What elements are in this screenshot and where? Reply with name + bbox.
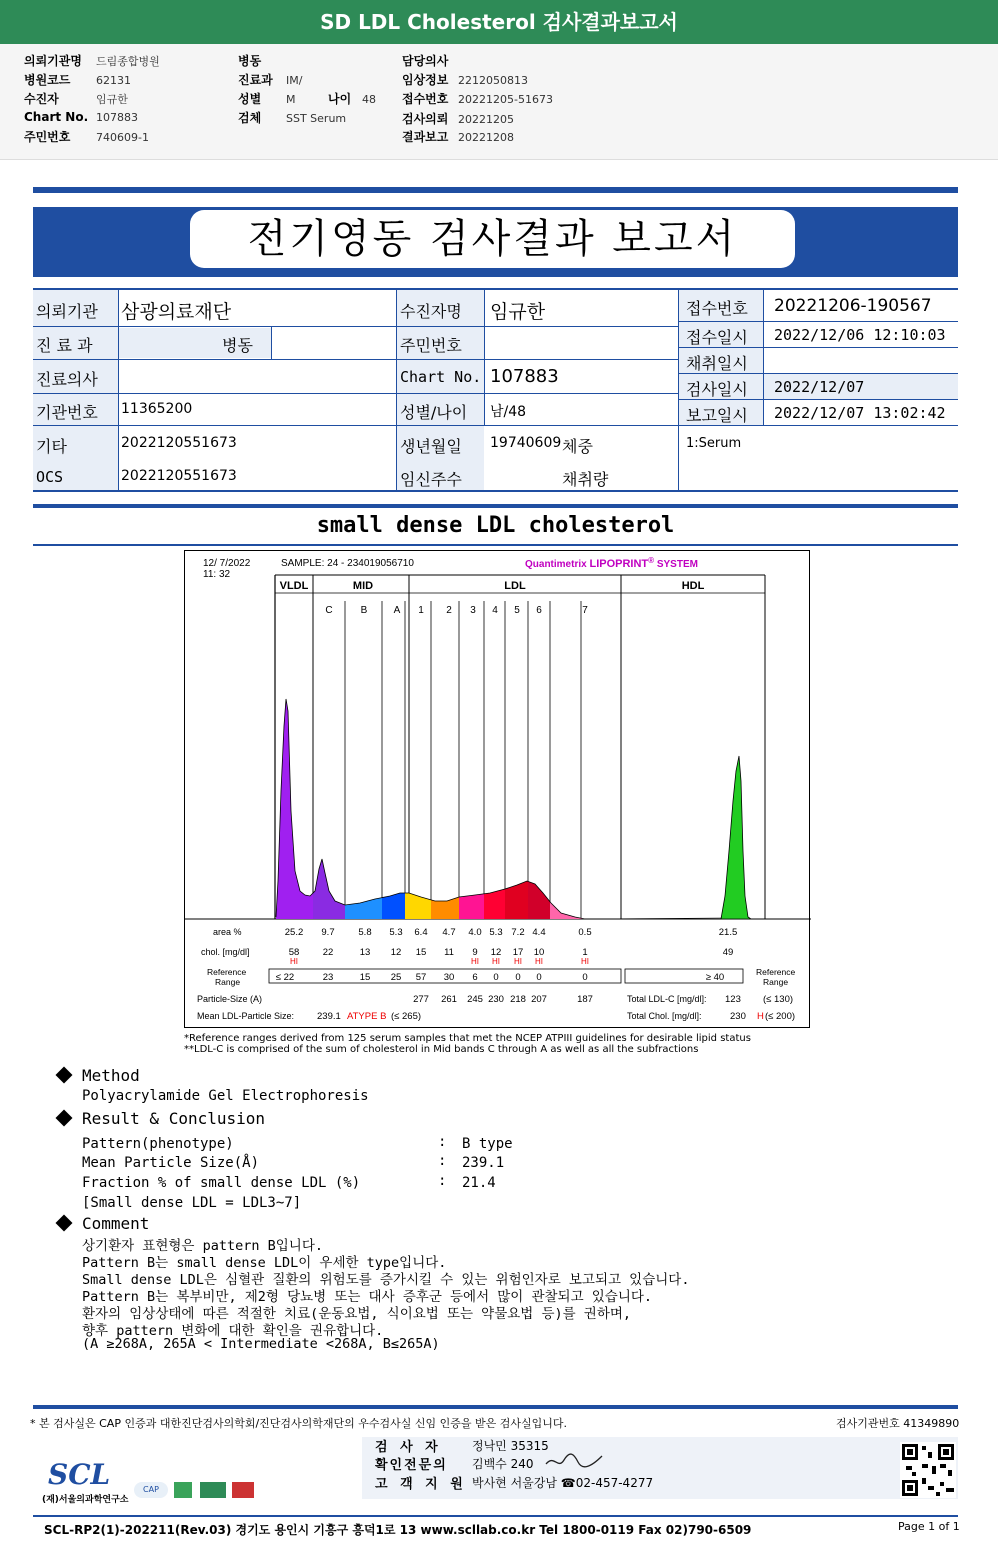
value-receipt-time: 2022/12/06 12:10:03 — [774, 326, 946, 344]
method-heading: Method — [58, 1066, 140, 1085]
row-label-particle: Particle-Size (A) — [197, 994, 263, 1004]
band-label-c: C — [325, 605, 333, 616]
curve-segment-1 — [313, 859, 345, 919]
label-pregnancy: 임신주수 — [400, 470, 462, 489]
area-value: 7.2 — [511, 927, 525, 938]
chol-value: 49 — [722, 947, 734, 958]
area-value: 4.7 — [442, 927, 456, 938]
lipoprint-chart — [184, 550, 810, 1028]
tester-value: 정낙민 35315 — [472, 1439, 549, 1453]
info-clinical: 임상정보 2212050813 — [402, 73, 528, 87]
total-chol-label: Total Chol. [mg/dl]: — [627, 1011, 702, 1021]
result-colon: : — [438, 1153, 447, 1169]
label-collect-time: 채취일시 — [686, 354, 748, 373]
band-label-2: 2 — [446, 605, 452, 616]
label-weight: 체중 — [562, 437, 593, 456]
result-value-size: 239.1 — [462, 1155, 505, 1171]
qr-code-icon — [900, 1442, 956, 1498]
ref-value: 25 — [390, 972, 402, 983]
band-label-4: 4 — [492, 605, 498, 616]
row-label-ref: Reference — [207, 967, 247, 977]
result-label-fraction: Fraction % of small dense LDL (%) — [82, 1175, 361, 1191]
mean-size-value: 239.1 — [317, 1011, 341, 1022]
ref-value: 0 — [493, 972, 499, 983]
info-patient: 수진자 임규한 — [24, 92, 128, 106]
total-chol-flag: H — [757, 1011, 764, 1022]
label-agency-no: 기관번호 — [36, 403, 98, 422]
cs-value: 박사현 서울강남 ☎02-457-4277 — [472, 1476, 654, 1490]
footer-rule — [33, 1405, 958, 1409]
ref-value: 0 — [582, 972, 588, 983]
ref-value: 57 — [415, 972, 427, 983]
accreditation-logos: CAP — [134, 1478, 264, 1504]
footer-agency-no: 검사기관번호 41349890 — [836, 1417, 960, 1430]
chol-value: 58 — [288, 947, 300, 958]
comment-line: Pattern B는 복부비만, 제2형 당뇨병 또는 대사 증후군 등에서 많이 관찰되고 있습니다. — [82, 1289, 653, 1305]
bottom-rule — [33, 1515, 958, 1517]
comment-line: Pattern B는 small dense LDL이 우세한 type입니다. — [82, 1255, 447, 1271]
row-label-area: area % — [213, 927, 242, 937]
label-resident-no: 주민번호 — [400, 336, 462, 355]
chart-sample: SAMPLE: 24 - 234019056710 — [281, 558, 414, 569]
value-institution: 삼광의료재단 — [121, 301, 232, 323]
chol-value: 15 — [415, 947, 427, 958]
label-institution: 의뢰기관 — [36, 302, 98, 321]
value-chart-no: 107883 — [490, 366, 559, 387]
label-chart-no: Chart No. — [400, 368, 482, 386]
label-report-time: 보고일시 — [686, 406, 748, 425]
area-value: 4.0 — [468, 927, 482, 938]
band-label-5: 5 — [514, 605, 520, 616]
group-label-mid: MID — [352, 580, 374, 592]
hi-flag: HI — [581, 957, 589, 966]
curve-segment-5 — [431, 897, 459, 919]
chol-value: 12 — [490, 947, 502, 958]
chol-value: 1 — [582, 947, 588, 958]
value-etc: 2022120551673 — [121, 435, 237, 451]
diamond-bullet-icon — [56, 1215, 73, 1232]
value-report-time: 2022/12/07 13:02:42 — [774, 404, 946, 422]
label-dept: 진 료 과 — [36, 336, 93, 355]
band-label-7: 7 — [582, 605, 588, 616]
area-value: 5.3 — [389, 927, 403, 938]
particle-size-value: 207 — [531, 994, 547, 1005]
info-receipt-no: 접수번호 20221205-51673 — [402, 92, 553, 106]
scl-logo-sub: (재)서울의과학연구소 — [42, 1495, 129, 1505]
hdl-peak — [721, 756, 751, 919]
comment-line: 향후 pattern 변화에 대한 확인을 권유합니다. — [82, 1323, 384, 1339]
group-label-ldl: LDL — [504, 580, 526, 592]
chart-footnote-2: **LDL-C is comprised of the sum of cholesterol in Mid bands C through A as well as all the subfractions — [184, 1044, 699, 1055]
ref-value: 6 — [472, 972, 478, 983]
result-colon: : — [438, 1173, 447, 1189]
value-birth: 19740609 — [490, 435, 562, 451]
particle-size-value: 187 — [577, 994, 593, 1005]
tester-label: 검 사 자 — [375, 1440, 442, 1455]
row-label-mean: Mean LDL-Particle Size: — [197, 1011, 295, 1021]
label-receipt-time: 접수일시 — [686, 328, 748, 347]
ref-value: 30 — [443, 972, 455, 983]
mean-range: (≤ 265) — [391, 1011, 422, 1022]
comment-line: Small dense LDL은 심혈관 질환의 위험도를 증가시킬 수 있는 위험인자로 보고되고 있습니다. — [82, 1272, 690, 1288]
label-ocs: OCS — [36, 468, 64, 486]
row-label-chol: chol. [mg/dl] — [201, 947, 250, 957]
ref-range-box-hdl — [625, 969, 743, 983]
row-label-ref-2: Range — [215, 977, 241, 987]
page-number: Page 1 of 1 — [898, 1520, 960, 1533]
chart-time: 11: 32 — [203, 569, 231, 580]
group-label-vldl: VLDL — [279, 580, 309, 592]
chol-value: 9 — [472, 947, 478, 958]
top-rule — [33, 187, 958, 193]
comment-line: 환자의 임상상태에 따른 적절한 치료(운동요법, 식이요법 또는 약물요법 등)를 권하며, — [82, 1306, 632, 1322]
confirm-value: 김백수 240 — [472, 1457, 534, 1471]
diamond-bullet-icon — [56, 1067, 73, 1084]
band-label-a: A — [393, 605, 401, 616]
info-hospital-code: 병원코드 62131 — [24, 73, 131, 87]
scl-logo: SCL — [48, 1458, 111, 1491]
label-test-time: 검사일시 — [686, 380, 748, 399]
section-rule-bottom — [33, 544, 958, 546]
result-colon: : — [438, 1134, 447, 1150]
info-resident-no: 주민번호 740609-1 — [24, 130, 149, 144]
chol-value: 10 — [533, 947, 545, 958]
ref-value: 0 — [536, 972, 542, 983]
result-label-size: Mean Particle Size(Å) — [82, 1155, 260, 1171]
label-birth: 생년월일 — [400, 437, 462, 456]
total-ldl-value: 123 — [725, 994, 741, 1005]
info-sex: 성별 M — [238, 92, 296, 106]
info-age: 나이 48 — [328, 92, 376, 106]
result-note: [Small dense LDL = LDL3~7] — [82, 1195, 302, 1211]
total-ldl-range: (≤ 130) — [763, 994, 794, 1005]
report-title: 전기영동 검사결과 보고서 — [190, 210, 795, 268]
info-chart-no: Chart No. 107883 — [24, 110, 138, 124]
curve-segment-6 — [459, 894, 484, 919]
area-value: 25.2 — [284, 927, 304, 938]
signature-icon — [544, 1450, 604, 1472]
particle-size-value: 245 — [467, 994, 483, 1005]
hi-flag: HI — [492, 957, 500, 966]
info-request-date: 검사의뢰 20221205 — [402, 112, 514, 126]
curve-segment-4 — [405, 893, 431, 919]
particle-size-value: 230 — [488, 994, 504, 1005]
ref-value: 0 — [515, 972, 521, 983]
section-rule-top — [33, 504, 958, 508]
particle-size-value: 218 — [510, 994, 526, 1005]
label-collect-amount: 채취량 — [562, 470, 609, 489]
value-patient-name: 임규한 — [490, 301, 546, 323]
ref-value: ≥ 40 — [705, 972, 725, 983]
result-value-pattern: B type — [462, 1136, 513, 1152]
label-receipt-no: 접수번호 — [686, 299, 748, 318]
label-etc: 기타 — [36, 437, 67, 456]
area-value: 0.5 — [578, 927, 592, 938]
particle-size-value: 277 — [413, 994, 429, 1005]
chol-value: 11 — [444, 947, 454, 958]
curve-segment-9 — [528, 881, 550, 919]
hi-flag: HI — [535, 957, 543, 966]
band-label-1: 1 — [418, 605, 424, 616]
ref-value: 23 — [322, 972, 334, 983]
label-doctor: 진료의사 — [36, 370, 98, 389]
value-test-time: 2022/12/07 — [774, 378, 865, 396]
top-title: SD LDL Cholesterol 검사결과보고서 — [0, 0, 998, 44]
group-label-hdl: HDL — [681, 580, 705, 592]
diamond-bullet-icon — [56, 1110, 73, 1127]
info-doctor: 담당의사 — [402, 54, 449, 68]
label-patient-name: 수진자명 — [400, 302, 462, 321]
area-value: 6.4 — [414, 927, 428, 938]
particle-size-value: 261 — [441, 994, 457, 1005]
footer-cert-note: * 본 검사실은 CAP 인증과 대한진단검사의학회/진단검사의학재단의 우수검사실 신임 인증을 받은 검사실입니다. — [30, 1417, 568, 1430]
info-ward: 병동 — [238, 54, 262, 68]
hi-flag: HI — [290, 957, 298, 966]
curve-segment-2 — [345, 898, 382, 919]
chart-footnote-1: *Reference ranges derived from 125 serum samples that met the NCEP ATPIII guidelines for desirable lipid status — [184, 1033, 751, 1044]
chol-value: 17 — [512, 947, 524, 958]
result-heading: Result & Conclusion — [58, 1109, 265, 1128]
value-ward: 병동 — [222, 336, 253, 355]
hi-flag: HI — [471, 957, 479, 966]
ref-value: ≤ 22 — [275, 972, 295, 983]
value-ocs: 2022120551673 — [121, 468, 237, 484]
value-specimen: 1:Serum — [686, 436, 742, 451]
band-label-3: 3 — [470, 605, 476, 616]
label-sex-age: 성별/나이 — [400, 403, 468, 422]
curve-segment-8 — [505, 881, 528, 919]
method-text: Polyacrylamide Gel Electrophoresis — [82, 1088, 369, 1104]
chol-value: 22 — [322, 947, 334, 958]
comment-heading: Comment — [58, 1214, 149, 1233]
ref-value: 15 — [359, 972, 371, 983]
ref-range-right-2: Range — [763, 977, 789, 987]
hi-flag: HI — [514, 957, 522, 966]
chart-date: 12/ 7/2022 — [203, 558, 251, 569]
curve-segment-10 — [550, 902, 585, 919]
chol-value: 13 — [359, 947, 371, 958]
area-value: 5.3 — [489, 927, 503, 938]
area-value: 9.7 — [321, 927, 335, 938]
comment-line: (A ≥268A, 265A < Intermediate <268A, B≤265A) — [82, 1336, 440, 1352]
info-report-date: 결과보고 20221208 — [402, 130, 514, 144]
result-label-pattern: Pattern(phenotype) — [82, 1136, 234, 1152]
info-hospital: 의뢰기관명 드림종합병원 — [24, 54, 160, 68]
info-specimen: 검체 SST Serum — [238, 111, 347, 125]
mean-note: ATYPE B — [347, 1011, 387, 1022]
bottom-address: SCL-RP2(1)-202211(Rev.03) 경기도 용인시 기흥구 흥덕1로 13 www.scllab.co.kr Tel 1800-0119 Fax 02)790-6509 — [44, 1523, 752, 1537]
total-ldl-label: Total LDL-C [mg/dl]: — [627, 994, 707, 1004]
value-receipt-no: 20221206-190567 — [774, 296, 932, 316]
area-value: 5.8 — [358, 927, 372, 938]
comment-line: 상기환자 표현형은 pattern B입니다. — [82, 1238, 323, 1254]
value-agency-no: 11365200 — [121, 401, 193, 417]
ref-range-right: Reference — [756, 967, 796, 977]
total-chol-value: 230 — [730, 1011, 746, 1022]
area-value: 21.5 — [718, 927, 738, 938]
band-label-6: 6 — [536, 605, 542, 616]
chart-section-title: small dense LDL cholesterol — [316, 513, 675, 538]
total-chol-range: (≤ 200) — [765, 1011, 796, 1022]
chart-brand: Quantimetrix LIPOPRINT® SYSTEM — [525, 556, 698, 570]
band-label-b: B — [360, 605, 368, 616]
area-value: 4.4 — [532, 927, 546, 938]
chol-value: 12 — [390, 947, 402, 958]
top-info-panel — [0, 44, 998, 160]
confirm-label: 확인전문의 — [375, 1458, 448, 1473]
curve-segment-0 — [276, 699, 313, 919]
cs-label: 고 객 지 원 — [375, 1477, 467, 1492]
result-value-fraction: 21.4 — [462, 1175, 496, 1191]
info-dept: 진료과 IM/ — [238, 73, 303, 87]
value-sex-age: 남/48 — [490, 404, 527, 420]
